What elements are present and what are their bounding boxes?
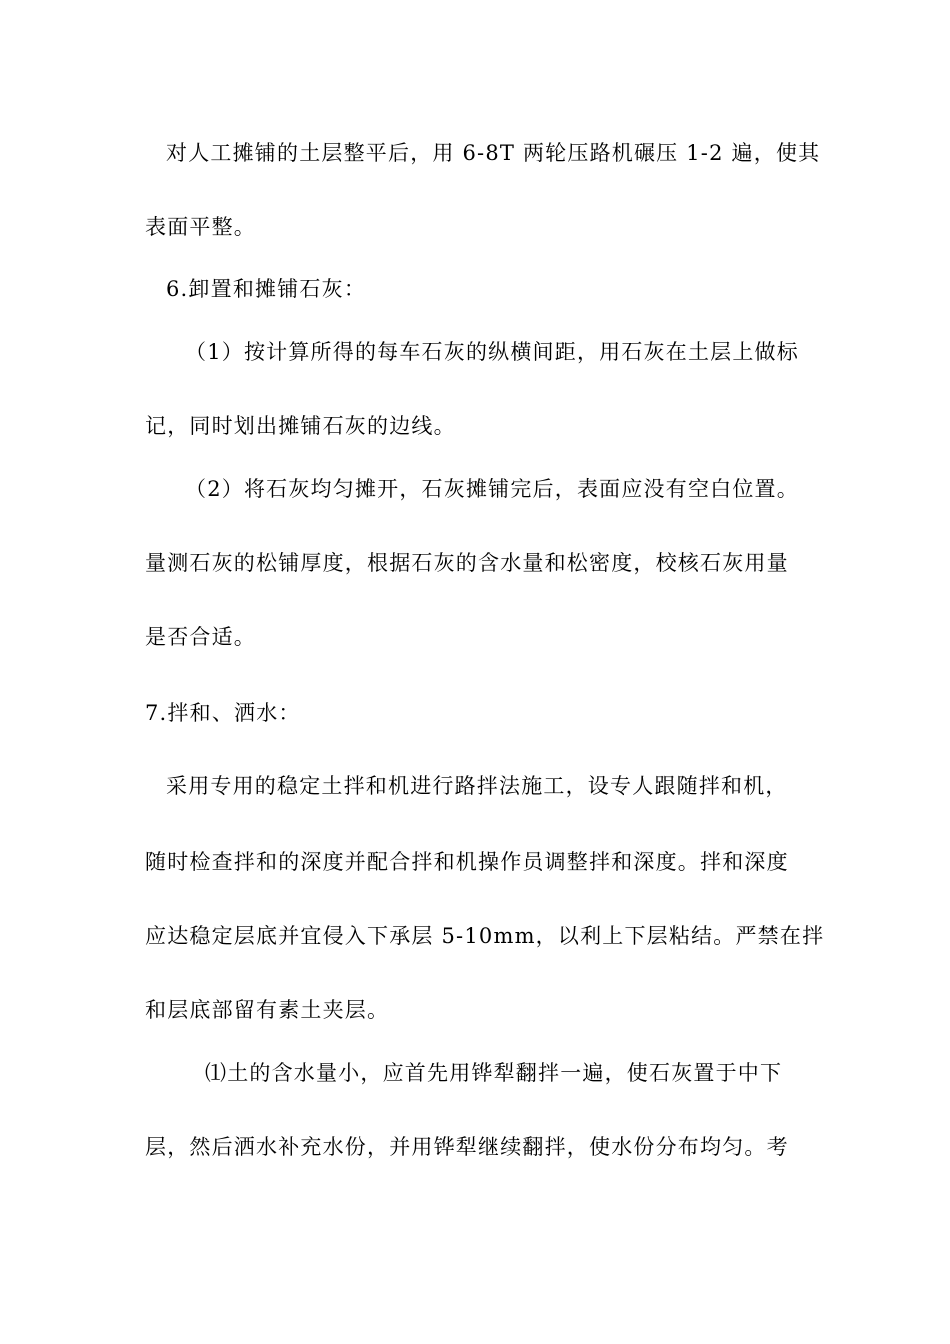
text-line: 层，然后洒水补充水份，并用铧犁继续翻拌，使水份分布均匀。考	[145, 1135, 789, 1159]
text-line: 记，同时划出摊铺石灰的边线。	[145, 414, 456, 438]
text-line: 采用专用的稳定土拌和机进行路拌法施工，设专人跟随拌和机，	[166, 774, 788, 798]
text-line: （1）按计算所得的每车石灰的纵横间距，用石灰在土层上做标	[185, 340, 799, 364]
text-line: （2）将石灰均匀摊开，石灰摊铺完后，表面应没有空白位置。	[185, 477, 799, 501]
section-heading: 7.拌和、洒水：	[145, 701, 301, 725]
text-line: 应达稳定层底并宜侵入下承层 5-10mm，以利上下层粘结。严禁在拌	[145, 924, 825, 948]
text-line: 随时检查拌和的深度并配合拌和机操作员调整拌和深度。拌和深度	[145, 850, 789, 874]
section-heading: 6.卸置和摊铺石灰：	[166, 277, 367, 301]
text-line: 表面平整。	[145, 215, 256, 239]
text-line: 对人工摊铺的土层整平后，用 6-8T 两轮压路机碾压 1-2 遍，使其	[166, 141, 821, 165]
text-line: 和层底部留有素土夹层。	[145, 998, 390, 1022]
text-line: ⑴土的含水量小，应首先用铧犁翻拌一遍，使石灰置于中下	[205, 1061, 783, 1085]
text-line: 量测石灰的松铺厚度，根据石灰的含水量和松密度，校核石灰用量	[145, 551, 789, 575]
text-line: 是否合适。	[145, 625, 256, 649]
